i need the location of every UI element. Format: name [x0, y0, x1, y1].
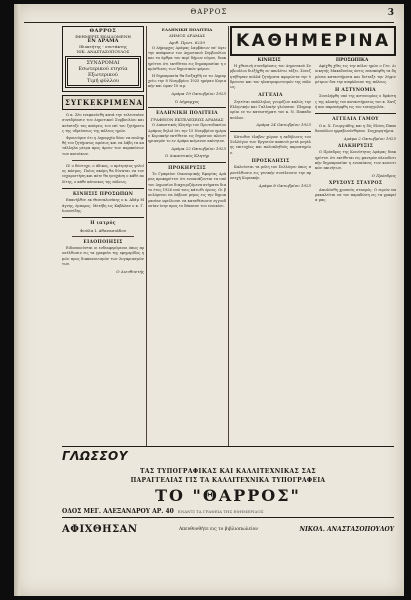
ad-line: ΕΦΗΜΕΡΙΣ ΕΚΔΙΔΟΜΕΝΗ [75, 34, 131, 39]
running-header [24, 8, 394, 22]
subheading: ΓΡΑΦΕΙΟΝ ΕΚΤΕΛΕΣΕΩΣ ΔΡΑΜΑΣ [150, 117, 224, 123]
binding-edge [14, 4, 20, 596]
notice-date: Δράμα 22 Ωκτωβρίου 1925 [171, 146, 226, 152]
section-heading: ΚΙΝΗΣΙΣ ΠΡΟΣΩΠΩΝ [72, 192, 134, 198]
paragraph: Ο κ. Χ. Γεωργιάδης και η δίς Ελένη Παπαδοπούλου ηρραβωνίσθησαν. Συγχαρητήρια. [315, 123, 396, 133]
ad-line: ΕΝ ΔΡΑΜΑ [87, 38, 119, 44]
proprietor-name: ΝΙΚΟΛ. ΑΝΑΣΤΑΣΟΠΟΥΛΟΥ [299, 526, 394, 533]
ad-line: ΝΙΚ. ΑΝΑΣΤΑΣΟΠΟΥΛΟΣ [76, 49, 130, 54]
paragraph: Αφίχθη χθες εις την πόλιν ημών ο Γεν. Διοικητής Μακεδονίας όστις επεσκέφθη τα δημόσια καταστήματα και διέταξε την λήψιν μέτρων δια την ασφάλειαν της πόλεως. [315, 64, 396, 84]
section-heading: ΔΙΑΚΗΡΥΞΙΣ [337, 144, 374, 150]
article-text [62, 113, 144, 274]
sub-line: ΣΥΝΔΡΟΜΑΙ [86, 60, 120, 66]
header-title: ΘΑΡΡΟΣ [190, 8, 228, 16]
sub-line: Τιμή φύλλου [86, 78, 120, 84]
paragraph: Φρονούμεν ότι η Δημαρχία δέον να επιληφθή του ζητήματος αμέσως και να λάβη τα κατάλληλα μέτρα προς άρσιν των παραπόνων των κατοίκων. [62, 135, 144, 156]
section-heading: ΕΙΔΟΠΟΙΗΣΙΣ [83, 239, 123, 245]
divider [62, 217, 144, 218]
bookstore-line: Απευθυνθήτε εις το βιβλιοπωλείον [178, 527, 259, 532]
print-shop-advertisement [62, 446, 394, 535]
section-heading: ΑΓΓΕΛΙΑ ΓΑΜΟΥ [332, 117, 379, 123]
header-rule [24, 22, 394, 23]
signature: Ο Διευθυντής [116, 268, 144, 274]
paragraph: Απωλέσθη χρυσούς σταυρός. Ο ευρών παρακαλείται να τον παραδώση εις τα γραφεία μας. [315, 187, 396, 203]
paragraph: Ο κ. Ζέυ ενεφανίσθη κατά την τελευταίαν συνεδρίασιν του Δημοτικού Συμβουλίου και ανέπτυξε τας απόψεις του επί του ζητήματος της υδρεύσεως της πόλεως ημών. [62, 113, 144, 133]
divider [62, 188, 144, 189]
section-heading: ΠΡΟΚΗΡΥΞΙΣ [168, 165, 206, 171]
ad-address-row [62, 508, 394, 515]
paragraph: Καλούνται τα μέλη του Συλλόγου όπως προσέλθωσιν εις γενικήν συνέλευσιν την προσεχή Κυριακήν. [230, 165, 311, 180]
ad-line: Ιδιοκτήτης - συντάκτης [79, 44, 127, 49]
sub-column-a [230, 64, 311, 205]
notice-signature: Ο Δικαστικός Κλητήρ [164, 153, 210, 159]
ad-address-note: ΕΝΑΝΤΙ ΤΑ ΓΡΑΦΕΙΑ ΤΗΣ ΕΦΗΜΕΡΙΔΟΣ [177, 509, 264, 514]
notices [148, 27, 226, 209]
paragraph: Ζητείται υπάλληλος γνωρίζων καλώς την Ελληνικήν και Γαλλικήν γλώσσαν. Πληροφορίαι εν τω καταστήματι του κ. Ν. Παπαδοπούλου. [230, 99, 311, 120]
notice-date: Δράμα 19 Οκτωβρίου 1925 [171, 91, 226, 97]
newspaper-page [14, 4, 404, 596]
notice-header: ΕΛΛΗΝΙΚΗ ΠΟΛΙΤΕΙΑ [161, 27, 213, 32]
section-heading: ΠΡΟΣΚΛΗΣΙΣ [251, 158, 290, 164]
sub-line: Εσωτερικού ετησία [78, 66, 128, 72]
ad-logo-row [62, 447, 394, 465]
column-rule [228, 26, 229, 446]
column-1 [62, 26, 144, 276]
divider [230, 131, 311, 132]
ad-line: ΠΑΡΑΓΓΕΛΙΑΣ ΓΙΣ ΤΑ ΚΑΛΛΙΤΕΧΝΙΚΑ ΤΥΠΟΓΡΑΦΕΙΑ [130, 477, 326, 484]
masthead-ad-box [62, 26, 144, 92]
section-masthead: ΚΑΘΗΜΕΡΙΝΑ [230, 26, 396, 56]
section-banner: ΣΥΓΚΕΚΡΙΜΕΝΑ [62, 95, 144, 110]
divider [148, 107, 226, 108]
page-number: 3 [387, 8, 394, 18]
divider [72, 160, 134, 161]
column-3 [230, 26, 396, 205]
paragraph: Το Γραφείον Οικονομικής Εφορίας Δράμας προκηρύττει ότι ενοικιάζονται τα υπό του Δημοσίου διαχειριζόμενα κτήματα δια το έτος 1926 υπό τους κάτωθι όρους. Οι βουλόμενοι να λάβωσι μέρος εις την δημοπρασίαν οφείλουσι να καταθέσωσιν εγγυοδοσίαν ίσην προς το δέκατον του ενοικίου. [148, 172, 226, 208]
notice-header: Αριθ. Πρωτ. 6239 [169, 39, 205, 45]
paragraph: Ο Πρόεδρος της Κοινότητος Δράμας διακηρύττει ότι εκτίθεται εις φανερόν πλειοδοτικήν δημοπρασίαν η ενοικίασις των κοινοτικών ακινήτων. [315, 150, 396, 171]
section-heading: ΑΓΓΕΛΙΑ [258, 93, 283, 99]
sub-column-b [315, 64, 396, 205]
notice-signature: Ο Δήμαρχος [174, 98, 200, 104]
paragraph: Συνελήφθη υπό της αστυνομίας ο δράστης της κλοπής του καταστήματος του κ. Χατζή και παρεπέμφθη εις τον εισαγγελέα. [315, 94, 396, 110]
ad-headline: ΤΟ "ΘΑΡΡΟΣ" [155, 486, 301, 505]
bookstore-ad-row [62, 524, 394, 535]
divider [62, 517, 394, 518]
sub-line: Εξωτερικού [88, 72, 118, 78]
notice-date: Δράμα 24 Οκτωβρίου 1925 [256, 122, 311, 128]
paragraph: Ειδοποιούνται οι ενδιαφερόμενοι όπως προσέλθωσιν εις τα γραφεία της εφημερίδος ημών προς διακανονισμόν των λογαριασμών των. [62, 246, 144, 267]
paragraph: Επανήλθεν εκ Θεσσαλονίκης ο κ. Αδάμ Μάγνης, έμπορος. Μετέβη εις Καβάλαν ο κ. Γ. Ιωαννίδης. [62, 198, 144, 213]
paragraph: Ο Δήμαρχος Δράμας λαμβάνων υπ' όψει την απόφασιν του Δημοτικού Συμβουλίου και τα άρθρα του περί δήμων νόμου, διακηρύττει ότι εκτίθεται εις δημοπρασίαν η εκμίσθωσις των δημοτικών φόρων. [148, 45, 226, 72]
notice-header: ΔΗΜΟΣ ΔΡΑΜΑΣ [168, 33, 206, 39]
paragraph: Η χθεσινή συνεδρίασις του Δημοτικού Συμβουλίου διεξήχθη εν απολύτω τάξει. Συνεζητήθησαν πολλά ζητήματα αφορώντα την ύδρευσιν και τον ηλεκτροφωτισμόν της πόλεως. [230, 64, 311, 90]
arrived-heading: ΑΦΙΧΘΗΣΑΝ [62, 524, 138, 535]
divider [72, 236, 134, 237]
divider [315, 113, 396, 114]
subheading: Φούλα Ι. Αθανασιάδου [79, 227, 127, 233]
section-heading: Η ιατρός [90, 221, 116, 227]
notice-date: Δράμα 8 Οκτωβρίου 1925 [258, 182, 311, 188]
section-heading: ΧΡΥΣΟΥΣ ΣΤΑΥΡΟΣ [328, 181, 383, 187]
paragraph: Κάτωθεν έλαβεν χώραν η εκδήλωσις του Συλλόγου των Εργατών καπνού μετά μεγάλης επιτυχίας και πολυπληθούς ακροατηρίου. [230, 134, 311, 155]
signature: Ο Πρόεδρος [371, 173, 396, 179]
subtitle-right: ΠΡΟΣΩΠΙΚΑ [335, 58, 369, 63]
ad-address: ΟΔΟΣ ΜΕΓ. ΑΛΕΞΑΝΔΡΟΥ ΑΡ. 40 [62, 508, 174, 515]
notice-date: Δράμα 2 Οκτωβρίου 1925 [343, 135, 396, 141]
section-heading: Η ΑΣΤΥΝΟΜΙΑ [335, 88, 376, 94]
paragraph: Ο Δικαστικός Κλητήρ του Πρωτοδικείου Δράμας δηλοί ότι την 15 Νοεμβρίου ημέραν Κυριακήν εκτίθεται εις δημόσιον πλειστηριασμόν το εν Δράμα κείμενον ακίνητον. [148, 123, 226, 144]
subtitle-left: ΚΙΝΗΣΙΣ [257, 58, 281, 63]
paragraph: Η δημοπρασία θα διεξαχθή εν τω Δημαρχείω την 8 Νοεμβρίου 1925 ημέραν Κυριακήν και ώραν 10 π.μ. [148, 73, 226, 89]
ad-title: ΘΑΡΡΟΣ [89, 28, 117, 34]
masthead-subtitles [230, 58, 396, 63]
ad-line: ΤΑΣ ΤΥΠΟΓΡΑΦΙΚΑΣ ΚΑΙ ΚΑΛΛΙΤΕΧΝΙΚΑΣ ΣΑΣ [139, 468, 317, 475]
paragraph: Ω! ο δύστυχε, ο άδικος, ο αμέτρητος γελοίος κόσμος. Ποίος ακόμη θα δύναται να τον ευχαριστήση και πότε θα ησυχάση ο κάθε πολίτης, ο κάθε κάτοικος της πόλεως. [62, 163, 144, 184]
subscription-box [65, 56, 141, 88]
logo-text: ΓΛΩΣΣΟΥ [62, 449, 128, 463]
column-rule [146, 26, 147, 446]
sub-columns [230, 64, 396, 205]
divider [148, 162, 226, 163]
column-2 [148, 26, 226, 211]
section-heading: ΕΛΛΗΝΙΚΗ ΠΟΛΙΤΕΙΑ [156, 110, 218, 116]
